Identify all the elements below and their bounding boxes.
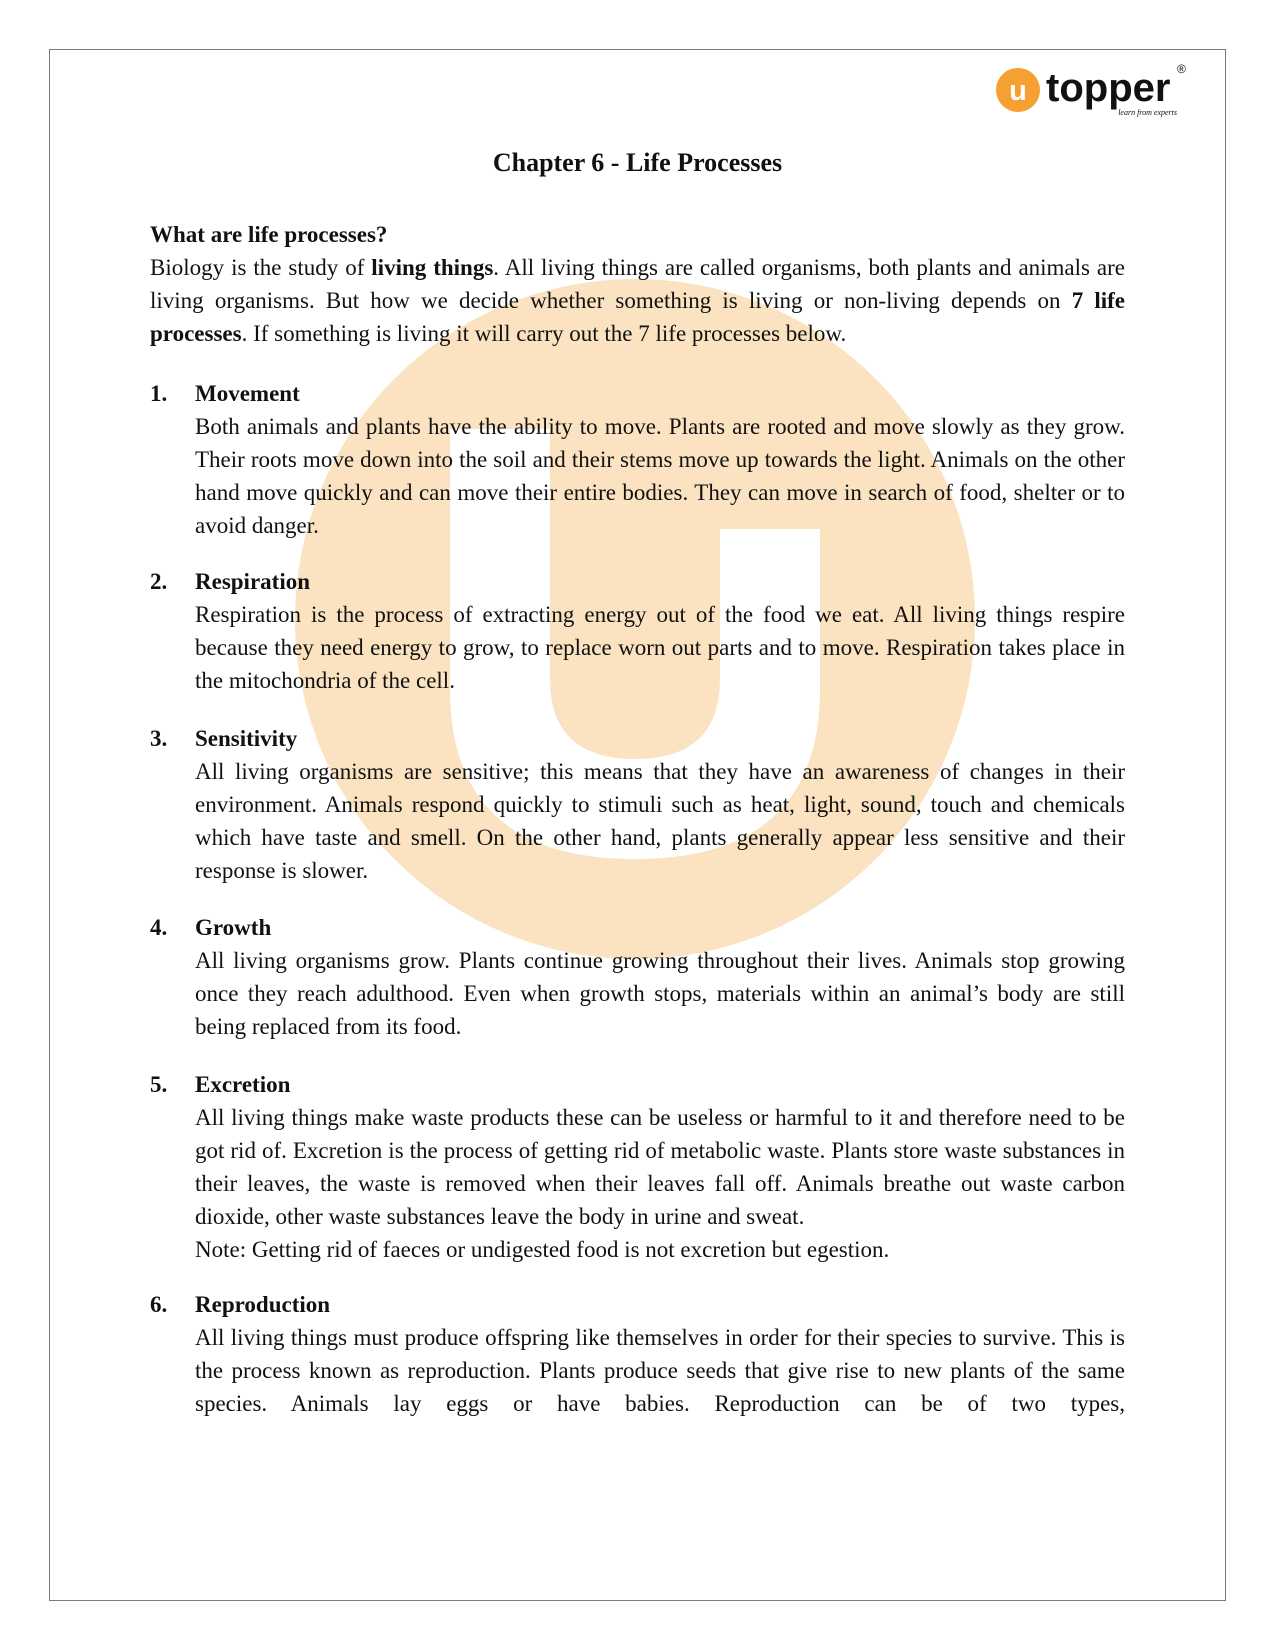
intro-bold-1: living things xyxy=(371,255,494,280)
section-number: 6. xyxy=(150,1292,168,1317)
section-number: 4. xyxy=(150,915,168,940)
section-growth xyxy=(150,911,1125,1043)
logo-letter: u xyxy=(1009,75,1027,107)
section-title: Movement xyxy=(195,381,300,406)
topper-logo xyxy=(995,57,1195,123)
section-movement xyxy=(150,377,1125,542)
section-number: 3. xyxy=(150,726,168,751)
logo-wordmark: topper xyxy=(1046,66,1171,110)
document-content xyxy=(150,0,1125,1650)
section-body: Respiration is the process of extracting energy out of the food we eat. All living things respire because they need energy to grow, to replace worn out parts and to move. Respiration takes place in the mitochondria of the cell. xyxy=(195,602,1125,693)
section-body: All living things must produce offspring like themselves in order for their species to survive. This is the process known as reproduction. Plants produce seeds that give rise to new plants of the same species. Animals lay eggs or have babies. Reproduction can be of two types, xyxy=(195,1325,1125,1416)
intro-section xyxy=(150,218,1125,350)
chapter-title: Chapter 6 - Life Processes xyxy=(492,148,783,177)
section-title: Respiration xyxy=(195,569,310,594)
intro-text-2: . All living things are called organisms, both plants and animals are living organisms. But how we decide whether something is living or non-living depends on xyxy=(150,255,1126,313)
section-heading xyxy=(150,1068,1125,1101)
section-respiration xyxy=(150,565,1125,697)
section-heading xyxy=(150,722,1125,755)
section-title: Reproduction xyxy=(195,1292,331,1317)
section-heading xyxy=(150,1288,1125,1321)
section-body: All living organisms are sensitive; this means that they have an awareness of changes in their environment. Animals respond quickly to stimuli such as heat, light, sound, touch and chemicals which have taste and smell. On the other hand, plants generally appear less sensitive and their response is slower. xyxy=(195,759,1125,883)
section-reproduction xyxy=(150,1288,1125,1420)
logo-tagline: learn from experts xyxy=(1118,108,1177,117)
section-body: Both animals and plants have the ability to move. Plants are rooted and move slowly as they grow. Their roots move down into the soil and their stems move up towards the light. Animals on the other hand move quickly and can move their entire bodies. They can move in search of food, shelter or to avoid danger. xyxy=(195,414,1125,538)
section-excretion xyxy=(150,1068,1125,1266)
section-heading xyxy=(150,565,1125,598)
intro-text-1: Biology is the study of xyxy=(150,255,372,280)
intro-paragraph xyxy=(150,251,1125,350)
intro-text-3: . If something is living it will carry out the 7 life processes below. xyxy=(241,321,847,346)
section-title: Excretion xyxy=(195,1072,291,1097)
section-title: Sensitivity xyxy=(195,726,298,751)
registered-mark: ® xyxy=(1177,62,1186,76)
section-title: Growth xyxy=(195,915,272,940)
section-heading xyxy=(150,377,1125,410)
section-body: All living organisms grow. Plants continue growing throughout their lives. Animals stop growing once they reach adulthood. Even when growth stops, materials within an animal’s body are still being replaced from its food. xyxy=(195,948,1125,1039)
section-note: Note: Getting rid of faeces or undigested food is not excretion but egestion. xyxy=(195,1237,890,1262)
section-body: All living things make waste products these can be useless or harmful to it and therefore need to be got rid of. Excretion is the process of getting rid of metabolic waste. Plants store waste substances in their leaves, the waste is removed when their leaves fall off. Animals breathe out waste carbon dioxide, other waste substances leave the body in urine and sweat. xyxy=(195,1105,1125,1229)
section-heading xyxy=(150,911,1125,944)
intro-heading: What are life processes? xyxy=(150,222,388,247)
section-number: 2. xyxy=(150,569,168,594)
section-number: 1. xyxy=(150,381,168,406)
intro-bold-2: 7 life processes xyxy=(150,288,1125,346)
section-sensitivity xyxy=(150,722,1125,887)
section-number: 5. xyxy=(150,1072,168,1097)
